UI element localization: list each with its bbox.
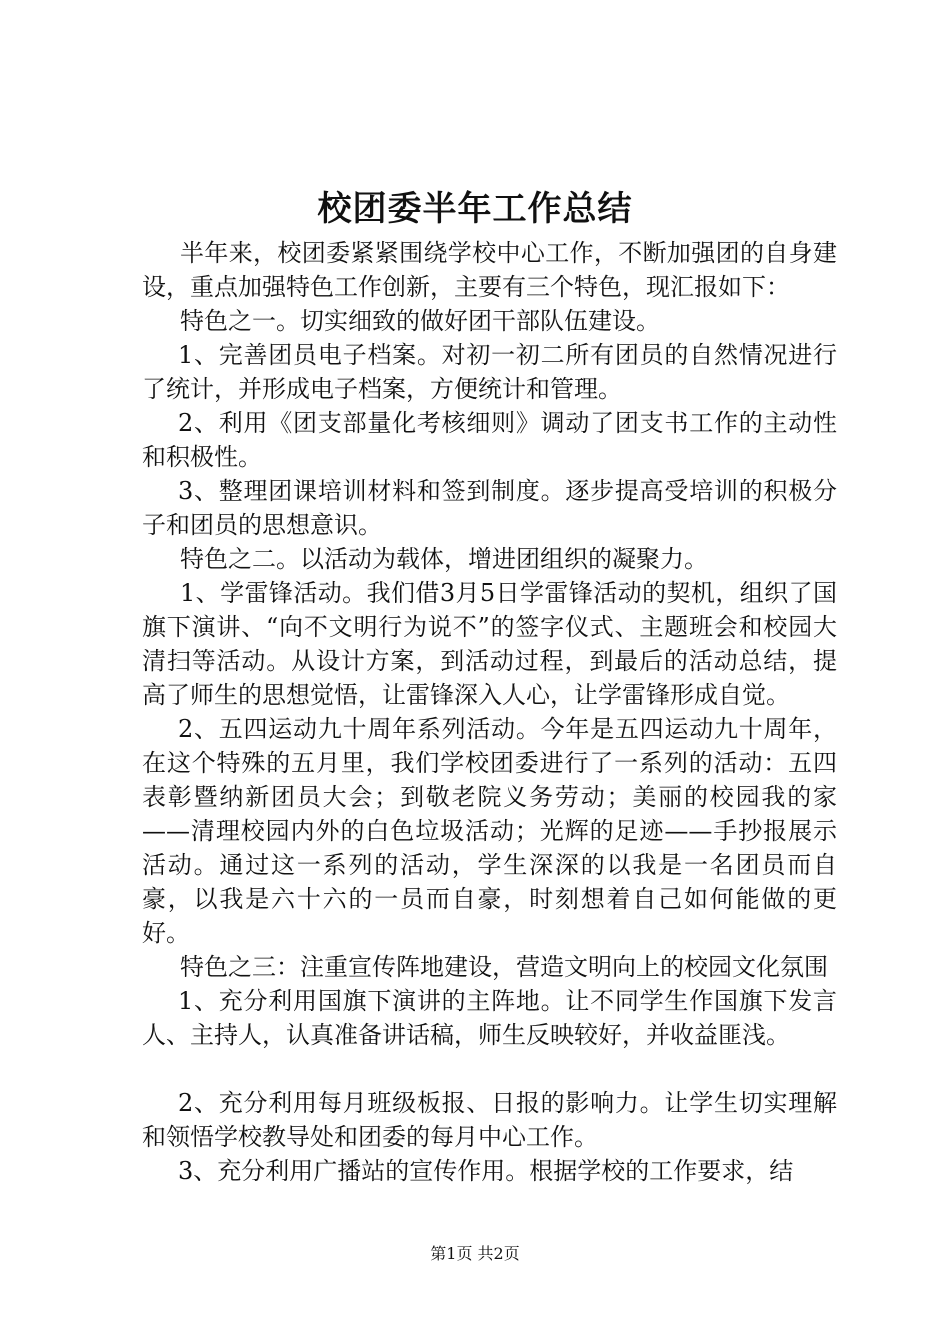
feature-three-item-2: 2、充分利用每月班级板报、日报的影响力。让学生切实理解和领悟学校教导处和团委的每月中心工作。	[142, 1089, 837, 1151]
feature-three-item-3: 3、充分利用广播站的宣传作用。根据学校的工作要求，结	[178, 1157, 794, 1185]
feature-two-item-1: 1、学雷锋活动。我们借3月5日学雷锋活动的契机，组织了国旗下演讲、“向不文明行为说不”的签字仪式、主题班会和校园大清扫等活动。从设计方案，到活动过程，到最后的活动总结，提高了师生的思想觉悟，让雷锋深入人心，让学雷锋形成自觉。	[142, 579, 837, 709]
feature-two-heading: 特色之二。以活动为载体，增进团组织的凝聚力。	[180, 545, 708, 573]
feature-one-item-2: 2、利用《团支部量化考核细则》调动了团支书工作的主动性和积极性。	[142, 409, 837, 471]
feature-two-item-2: 2、五四运动九十周年系列活动。今年是五四运动九十周年，在这个特殊的五月里，我们学校团委进行了一系列的活动：五四表彰暨纳新团员大会；到敬老院义务劳动；美丽的校园我的家——清理校园内外的白色垃圾活动；光辉的足迹——手抄报展示活动。通过这一系列的活动，学生深深的以我是一名团员而自豪，以我是六十六的一员而自豪，时刻想着自己如何能做的更好。	[142, 715, 837, 947]
feature-one-heading: 特色之一。切实细致的做好团干部队伍建设。	[180, 307, 660, 335]
feature-three-item-1: 1、充分利用国旗下演讲的主阵地。让不同学生作国旗下发言人、主持人，认真准备讲话稿，师生反映较好，并收益匪浅。	[142, 987, 837, 1049]
paragraph-spacer	[142, 1052, 837, 1086]
feature-three-heading: 特色之三：注重宣传阵地建设，营造文明向上的校园文化氛围	[180, 953, 828, 981]
feature-one-item-1: 1、完善团员电子档案。对初一初二所有团员的自然情况进行了统计，并形成电子档案，方便统计和管理。	[142, 341, 837, 403]
document-body	[142, 236, 837, 1188]
page-number-footer: 第1页 共2页	[430, 1244, 520, 1263]
document-title: 校团委半年工作总结	[317, 189, 633, 229]
intro-paragraph: 半年来，校团委紧紧围绕学校中心工作，不断加强团的自身建设，重点加强特色工作创新，主要有三个特色，现汇报如下：	[142, 239, 837, 301]
feature-one-item-3: 3、整理团课培训材料和签到制度。逐步提高受培训的积极分子和团员的思想意识。	[142, 477, 837, 539]
